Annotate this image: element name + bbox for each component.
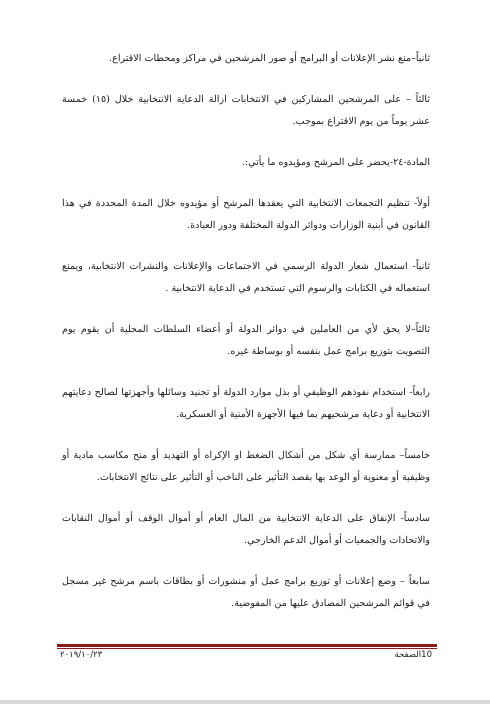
paragraph: سادساً- الإنفاق على الدعاية الانتخابية من المال العام أو أموال الوقف أو أموال النقابات والاتحادات والجمعيات أو أموال الدعم الخارجي.	[62, 513, 430, 546]
footer-divider	[57, 644, 437, 647]
footer-divider-thin	[57, 648, 437, 649]
paragraph: ثالثاً – على المرشحين المشاركين في الانتخابات ازالة الدعاية الانتخابية خلال (١٥) خمسة عشر يوماً من يوم الاقتراع بموجب.	[62, 94, 430, 127]
paragraph: ثالثاً–لا يحق لأي من العاملين في دوائر الدولة أو أعضاء السلطات المحلية أن يقوم يوم التصويت بتوزيع برامج عمل بنفسه أو بوساطة غيره.	[62, 324, 430, 357]
page-number: 10الصفحة	[394, 650, 432, 660]
article-heading: المادة-٢٤-يحضر على المرشح ومؤيدوه ما يأتي:.	[241, 157, 430, 168]
paragraph: رابعاً- استخدام نفوذهم الوظيفي أو بذل موارد الدولة أو تجنيد وسائلها وأجهزتها لصالح دعايتهم الانتخابية أو دعاية مرشحيهم بما فيها الأجهزة الأمنية أو العسكرية.	[62, 387, 430, 420]
page-bottom-edge	[0, 700, 490, 704]
footer-date: ٢٠١٩/١٠/٢٣	[60, 650, 103, 660]
paragraph: ثانياً- استعمال شعار الدولة الرسمي في الاجتماعات والإعلانات والنشرات الانتخابية، ويمنع استعماله في الكتابات والرسوم التي تستخدم في الدعاية الانتخابية .	[62, 261, 430, 294]
document-body	[62, 48, 430, 632]
paragraph: سابعاً – وضع إعلانات أو توزيع برامج عمل أو منشورات أو بطاقات باسم مرشح غير مسجل في قوائم المرشحين المصادق عليها من المفوضية.	[62, 576, 430, 609]
paragraph: أولاً- تنظيم التجمعات الانتخابية التي يعقدها المرشح أو مؤيدوه خلال المدة المحددة في هذا القانون في أبنية الوزارات ودوائر الدولة المختلفة ودور العبادة.	[62, 198, 430, 231]
paragraph: خامساً– ممارسة أي شكل من أشكال الضغط او الإكراه أو التهديد أو منح مكاسب مادية أو وظيفية أو معنوية أو الوعد بها بقصد التأثير على الناخب أو التأثير على نتائج الانتخابات.	[62, 450, 430, 483]
paragraph: ثانياً–منع نشر الإعلانات أو البرامج أو صور المرشحين في مراكز ومحطات الاقتراع.	[109, 53, 430, 64]
